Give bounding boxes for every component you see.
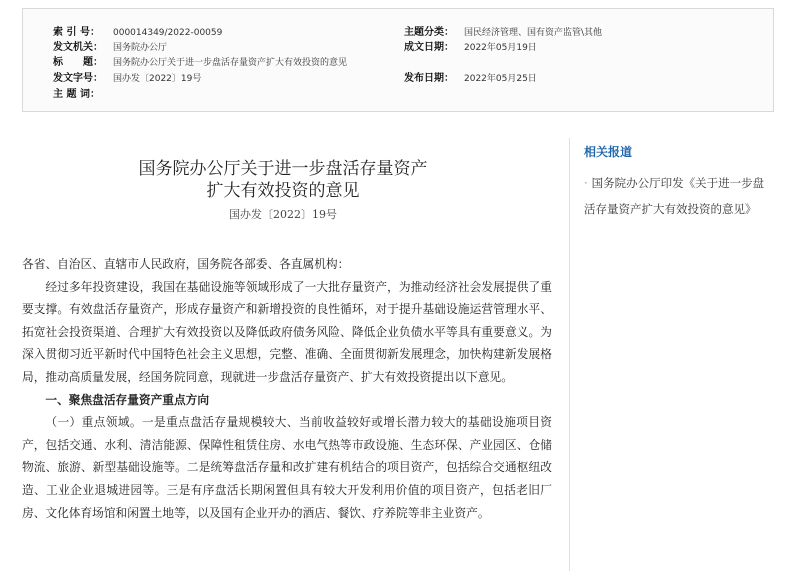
created-date-label: 成文日期：	[404, 42, 454, 53]
doc-number-value: 国办发〔2022〕19号	[113, 74, 202, 84]
document-metadata-panel	[22, 8, 774, 112]
related-report-item	[584, 170, 774, 222]
salutation: 各省、自治区、直辖市人民政府，国务院各部委、各直属机构：	[22, 257, 350, 271]
intro-paragraph: 经过多年投资建设，我国在基础设施等领域形成了一大批存量资产，为推动经济社会发展提供了重要支撑。有效盘活存量资产，形成存量资产和新增投资的良性循环，对于提升基础设施运营管理水平、拓宽社会投资渠道、合理扩大有效投资以及降低政府债务风险、降低企业负债水平等具有重要意义。为深入贯彻习近平新时代中国特色社会主义思想，完整、准确、全面贯彻新发展理念，加快构建新发展格局，推动高质量发展，经国务院同意，现就进一步盘活存量资产、扩大有效投资提出以下意见。	[22, 279, 552, 384]
related-reports-heading: 相关报道	[584, 145, 633, 159]
sidebar-divider	[569, 138, 570, 571]
document-title-line-2: 扩大有效投资的意见	[206, 181, 360, 201]
keywords-label: 主 题 词：	[53, 89, 100, 100]
document-number: 国办发〔2022〕19号	[229, 208, 337, 221]
category-label: 主题分类：	[404, 27, 454, 38]
document-title-line-1: 国务院办公厅关于进一步盘活存量资产	[138, 159, 428, 179]
section-heading: 一、聚焦盘活存量资产重点方向	[45, 392, 210, 407]
issuer-label: 发文机关：	[53, 42, 103, 53]
issuer-value: 国务院办公厅	[113, 43, 168, 53]
published-date-value: 2022年05月25日	[464, 74, 537, 84]
published-date-label: 发布日期：	[404, 73, 454, 84]
related-report-link[interactable]: 国务院办公厅印发《关于进一步盘活存量资产扩大有效投资的意见》	[584, 176, 765, 216]
document-body	[22, 253, 552, 524]
doc-number-label: 发文字号：	[53, 73, 103, 84]
title-label: 标 题：	[53, 57, 103, 68]
title-value: 国务院办公厅关于进一步盘活存量资产扩大有效投资的意见	[113, 58, 348, 68]
key-areas-paragraph: （一）重点领域。一是重点盘活存量规模较大、当前收益较好或增长潜力较大的基础设施项目资产，包括交通、水利、清洁能源、保障性租赁住房、水电气热等市政设施、生态环保、产业园区、仓储物流、旅游、新型基础设施等。二是统筹盘活存量和改扩建有机结合的项目资产，包括综合交通枢纽改造、工业企业退城进园等。三是有序盘活长期闲置但具有较大开发利用价值的项目资产，包括老旧厂房、文化体育场馆和闲置土地等，以及国有企业开办的酒店、餐饮、疗养院等非主业资产。	[22, 415, 552, 520]
index-number-label: 索 引 号：	[53, 27, 100, 38]
category-value: 国民经济管理、国有资产监管\其他	[464, 28, 603, 38]
created-date-value: 2022年05月19日	[464, 43, 537, 53]
index-number-value: 000014349/2022-00059	[113, 28, 223, 38]
bullet-icon: ·	[584, 176, 588, 190]
